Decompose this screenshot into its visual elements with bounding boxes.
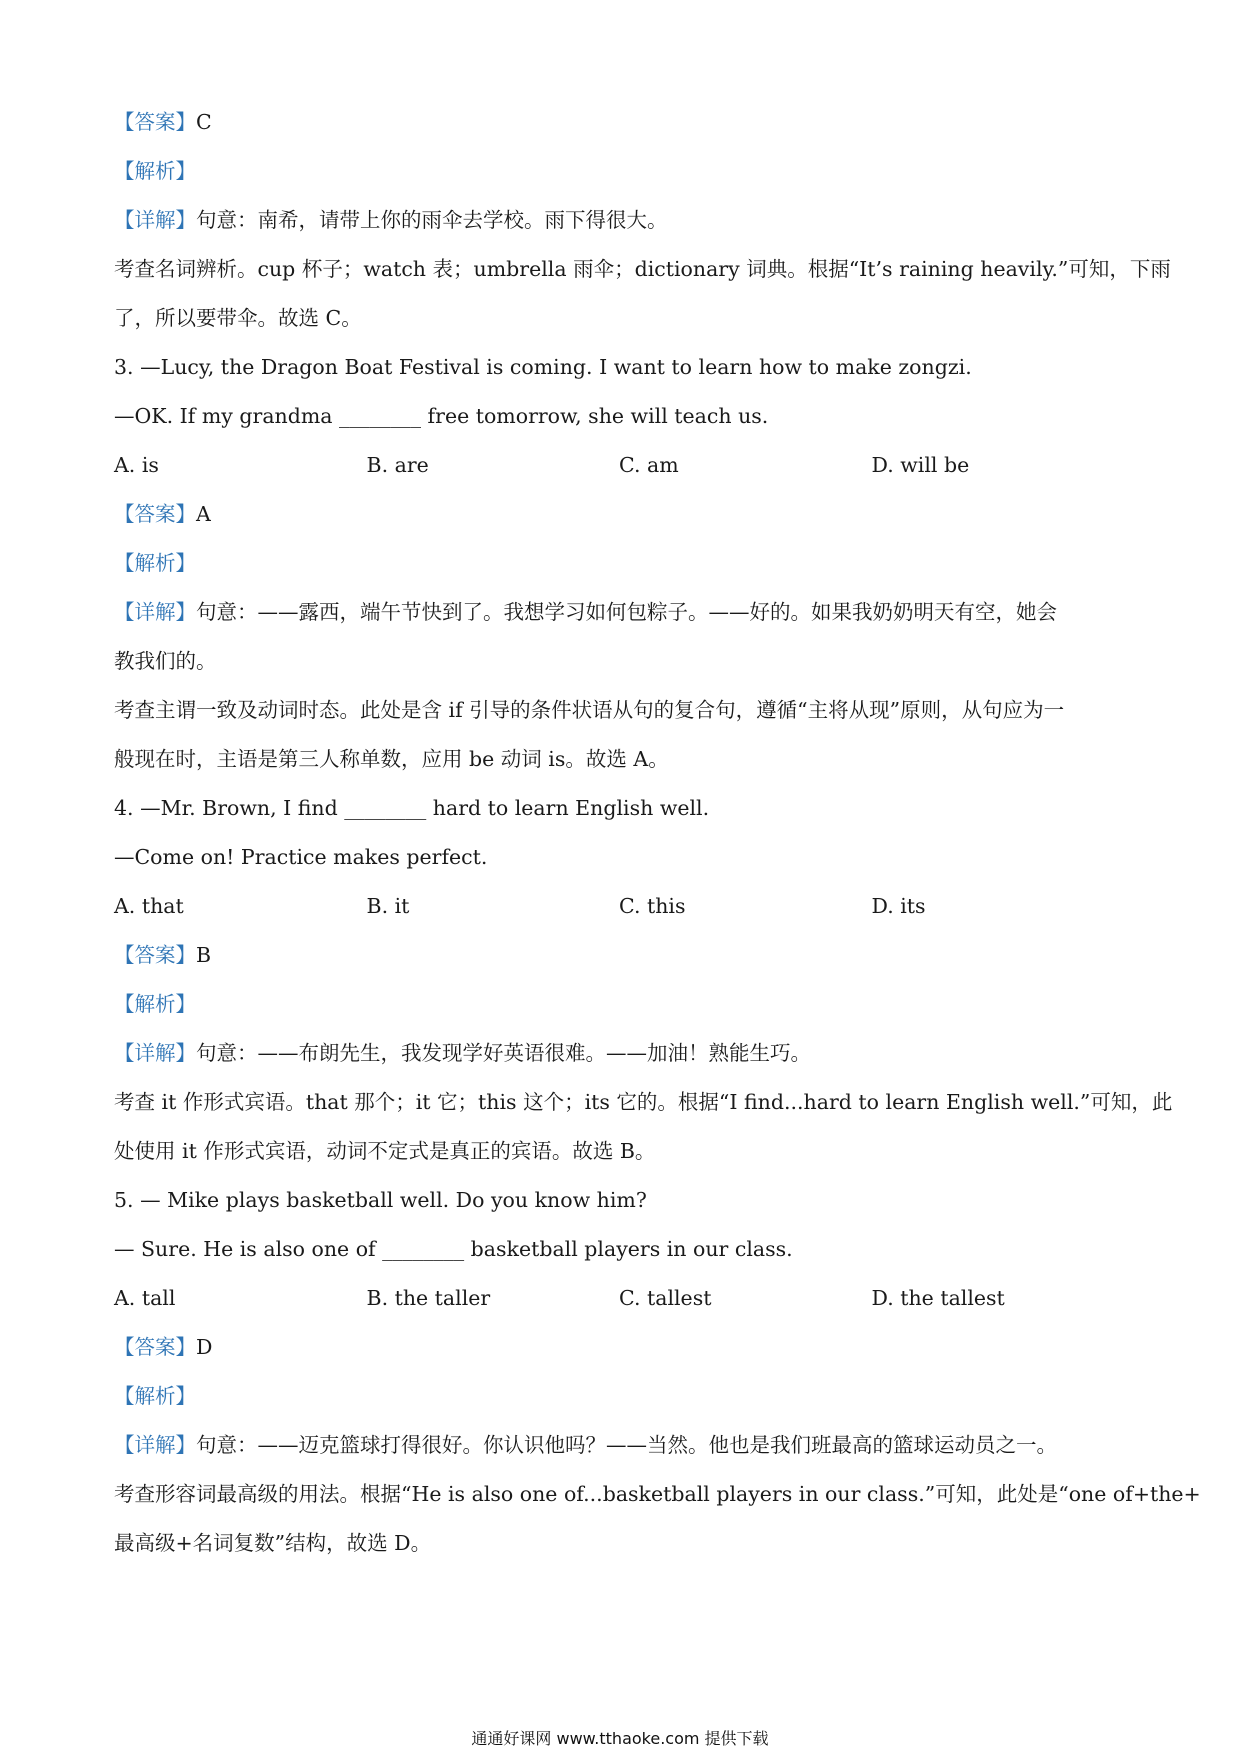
page-footer: 通通好课网 www.tthaoke.com 提供下载 bbox=[471, 1729, 769, 1748]
answer-options bbox=[114, 882, 1124, 931]
labeled-line bbox=[114, 98, 1124, 147]
answer-options bbox=[114, 1274, 1124, 1323]
answer-option: D. the tallest bbox=[871, 1286, 1005, 1310]
section-tag: 【答案】 bbox=[114, 1335, 196, 1359]
text-line: —Come on! Practice makes perfect. bbox=[114, 845, 488, 869]
labeled-line bbox=[114, 196, 1124, 245]
labeled-line bbox=[114, 1323, 1124, 1372]
text-line: —OK. If my grandma ________ free tomorrow, she will teach us. bbox=[114, 404, 769, 428]
text-line: 教我们的。 bbox=[114, 649, 217, 673]
answer-option: C. tallest bbox=[619, 1286, 712, 1310]
labeled-line bbox=[114, 931, 1124, 980]
answer-option: D. will be bbox=[871, 453, 970, 477]
text-line: 4. —Mr. Brown, I find ________ hard to learn English well. bbox=[114, 796, 710, 820]
section-tag: 【详解】 bbox=[114, 1041, 196, 1065]
labeled-line bbox=[114, 1421, 1124, 1470]
line-text: A bbox=[196, 502, 211, 526]
line-text: 句意：——迈克篮球打得很好。你认识他吗？——当然。他也是我们班最高的篮球运动员之一。 bbox=[196, 1433, 1057, 1457]
answer-option: C. this bbox=[619, 894, 686, 918]
text-line: 考查主谓一致及动词时态。此处是含 if 引导的条件状语从句的复合句，遵循“主将从现”原则，从句应为一 bbox=[114, 698, 1065, 722]
text-line: 考查名词辨析。cup 杯子；watch 表；umbrella 雨伞；dictionary 词典。根据“It’s raining heavily.”可知，下雨 bbox=[114, 257, 1171, 281]
section-tag: 【解析】 bbox=[114, 992, 196, 1016]
line-text: 句意：——布朗先生，我发现学好英语很难。——加油！熟能生巧。 bbox=[196, 1041, 811, 1065]
line-text: 句意：——露西，端午节快到了。我想学习如何包粽子。——好的。如果我奶奶明天有空，她会 bbox=[196, 600, 1057, 624]
labeled-line bbox=[114, 539, 1124, 588]
text-line: 了，所以要带伞。故选 C。 bbox=[114, 306, 362, 330]
section-tag: 【详解】 bbox=[114, 208, 196, 232]
answer-option: B. the taller bbox=[366, 1286, 491, 1310]
answer-options bbox=[114, 441, 1124, 490]
section-tag: 【详解】 bbox=[114, 1433, 196, 1457]
answer-option: C. am bbox=[619, 453, 679, 477]
section-tag: 【解析】 bbox=[114, 1384, 196, 1408]
labeled-line bbox=[114, 1029, 1124, 1078]
line-text: C bbox=[196, 110, 212, 134]
text-line: — Sure. He is also one of ________ basketball players in our class. bbox=[114, 1237, 793, 1261]
text-line: 处使用 it 作形式宾语，动词不定式是真正的宾语。故选 B。 bbox=[114, 1139, 656, 1163]
labeled-line bbox=[114, 1372, 1124, 1421]
text-line: 考查形容词最高级的用法。根据“He is also one of...basketball players in our class.”可知，此处是“one of+the+ bbox=[114, 1482, 1201, 1506]
answer-option: A. tall bbox=[114, 1286, 176, 1310]
line-text: B bbox=[196, 943, 212, 967]
labeled-line bbox=[114, 147, 1124, 196]
section-tag: 【答案】 bbox=[114, 502, 196, 526]
text-line: 考查 it 作形式宾语。that 那个；it 它；this 这个；its 它的。根据“I find...hard to learn English well.”可知，此 bbox=[114, 1090, 1173, 1114]
section-tag: 【答案】 bbox=[114, 943, 196, 967]
labeled-line bbox=[114, 588, 1124, 637]
answer-option: D. its bbox=[871, 894, 926, 918]
text-line: 5. — Mike plays basketball well. Do you know him? bbox=[114, 1188, 647, 1212]
document-body bbox=[114, 98, 1201, 1568]
section-tag: 【解析】 bbox=[114, 551, 196, 575]
section-tag: 【详解】 bbox=[114, 600, 196, 624]
answer-option: B. are bbox=[366, 453, 429, 477]
answer-option: A. is bbox=[114, 453, 159, 477]
text-line: 般现在时，主语是第三人称单数，应用 be 动词 is。故选 A。 bbox=[114, 747, 669, 771]
text-line: 最高级+名词复数”结构，故选 D。 bbox=[114, 1531, 432, 1555]
line-text: 句意：南希，请带上你的雨伞去学校。雨下得很大。 bbox=[196, 208, 668, 232]
answer-option: A. that bbox=[114, 894, 184, 918]
text-line: 3. —Lucy, the Dragon Boat Festival is coming. I want to learn how to make zongzi. bbox=[114, 355, 972, 379]
answer-option: B. it bbox=[366, 894, 410, 918]
section-tag: 【答案】 bbox=[114, 110, 196, 134]
line-text: D bbox=[196, 1335, 213, 1359]
labeled-line bbox=[114, 980, 1124, 1029]
section-tag: 【解析】 bbox=[114, 159, 196, 183]
labeled-line bbox=[114, 490, 1124, 539]
